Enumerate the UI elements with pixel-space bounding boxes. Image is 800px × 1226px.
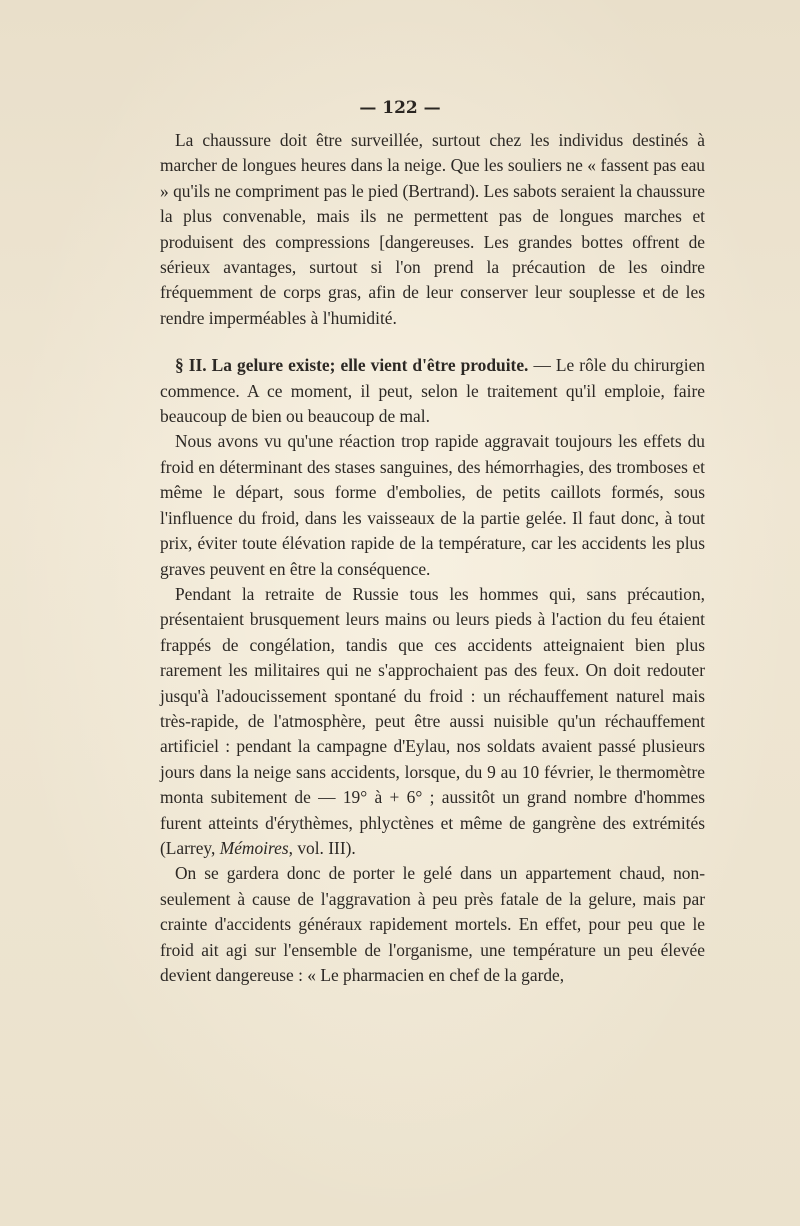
paragraph-text: Pendant la retraite de Russie tous les hommes qui, sans précaution, présentaient brusquement leurs mains ou leurs pieds à l'action du feu étaient frappés de congélation, tandis que ces accidents atteignaient bien plus rarement les militaires qui ne s'approchaient pas des feux. On doit redouter jusqu'à l'adoucissement spontané du froid : un réchauffement naturel mais très-rapide, de l'atmosphère, peut être aussi nuisible qu'un réchauffement artificiel : pendant la campagne d'Eylau, nos soldats avaient passé plusieurs jours dans la neige sans accidents, lorsque, du 9 au 10 février, le thermomètre monta subitement de — 19° à + 6° ; aussitôt un grand nombre d'hommes furent atteints d'érythèmes, phlyctènes et même de gangrène des extrémités (Larrey, xyxy=(160,583,705,858)
section-heading: § II. La gelure existe; elle vient d'être produite. xyxy=(175,355,529,376)
body-text xyxy=(160,128,705,988)
paragraph-warm-room xyxy=(160,861,705,988)
paragraph-text: — Le rôle du chirurgien commence. A ce moment, il peut, selon le traitement qu'il emploie, faire beaucoup de bien ou beaucoup de mal. xyxy=(160,355,705,427)
paragraph-footwear xyxy=(160,128,705,331)
page-number: — 122 — xyxy=(359,98,441,118)
paragraph-russia-retreat xyxy=(160,582,705,861)
paragraph-text: Nous avons vu qu'une réaction trop rapide aggravait toujours les effets du froid en déterminant des stases sanguines, des hémorrhagies, des tromboses et même le départ, sous forme d'embolies, de petits caillots formés, sous l'influence du froid, dans les vaisseaux de la partie gelée. Il faut donc, à tout prix, éviter toute élévation rapide de la température, car les accidents les plus graves peuvent en être la conséquence. xyxy=(160,431,705,579)
citation-title: Mémoires xyxy=(219,837,289,858)
paragraph-reaction xyxy=(160,429,705,581)
paragraph-text: On se gardera donc de porter le gelé dans un appartement chaud, non-seulement à cause de l'aggravation à peu près fatale de la gelure, mais par crainte d'accidents généraux rapidement mortels. En effet, pour peu que le froid ait agi sur l'ensemble de l'organisme, une température un peu élevée devient dangereuse : « Le pharmacien en chef de la garde, xyxy=(160,863,705,985)
paragraph-text: La chaussure doit être surveillée, surtout chez les individus destinés à marcher de longues heures dans la neige. Que les souliers ne « fassent pas eau » qu'ils ne compriment pas le pied (Bertrand). Les sabots seraient la chaussure la plus convenable, mais ils ne permettent pas de longues marches et produisent des compressions [dangereuses. Les grandes bottes offrent de sérieux avantages, surtout si l'on prend la précaution de les oindre fréquemment de corps gras, afin de leur conserver leur souplesse et de les rendre imperméables à l'humidité. xyxy=(160,130,705,328)
citation-tail: , vol. III). xyxy=(288,837,356,858)
paragraph-section-ii xyxy=(160,353,705,429)
